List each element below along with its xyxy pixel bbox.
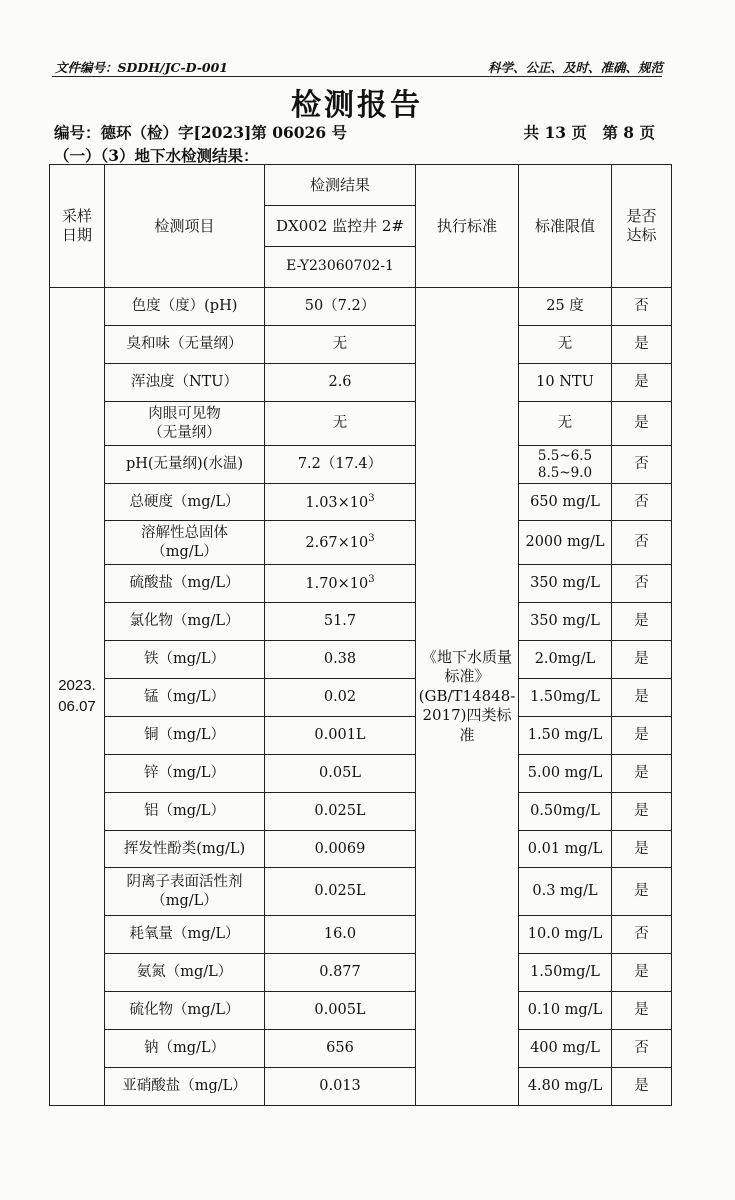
- test-value: 0.02: [265, 679, 416, 717]
- test-value: 0.38: [265, 641, 416, 679]
- table-row: [50, 992, 672, 1030]
- test-item: 硫酸盐（mg/L）: [105, 565, 265, 603]
- compliance-status: 否: [612, 288, 672, 326]
- table-row: [50, 603, 672, 641]
- test-item: 挥发性酚类(mg/L): [105, 831, 265, 868]
- header-limit: 标准限值: [519, 165, 612, 288]
- header-standard: 执行标准: [416, 165, 519, 288]
- standard-limit: 5.00 mg/L: [519, 755, 612, 793]
- test-item: 亚硝酸盐（mg/L）: [105, 1068, 265, 1106]
- compliance-status: 否: [612, 521, 672, 565]
- header-result: 检测结果: [265, 165, 416, 206]
- test-item: 铝（mg/L）: [105, 793, 265, 831]
- test-value: 2.6: [265, 364, 416, 402]
- test-value: 7.2（17.4）: [265, 446, 416, 484]
- test-value: 0.877: [265, 954, 416, 992]
- header-date-label: 采样日期: [61, 207, 92, 244]
- table-row: [50, 679, 672, 717]
- table-row: [50, 326, 672, 364]
- test-item: 浑浊度（NTU）: [105, 364, 265, 402]
- table-row: [50, 565, 672, 603]
- table-row: [50, 954, 672, 992]
- table-row: [50, 1068, 672, 1106]
- compliance-status: 是: [612, 793, 672, 831]
- compliance-status: 否: [612, 446, 672, 484]
- standard-limit: 2.0mg/L: [519, 641, 612, 679]
- table-row: [50, 288, 672, 326]
- test-value: 16.0: [265, 916, 416, 954]
- standard-limit: 无: [519, 402, 612, 446]
- test-value: $2.67\times 10^3$: [265, 521, 416, 565]
- standard-limit: 350 mg/L: [519, 565, 612, 603]
- header-date: [50, 165, 105, 288]
- test-item: 臭和味（无量纲）: [105, 326, 265, 364]
- test-value: $1.03\times 10^3$: [265, 484, 416, 521]
- test-value: 0.001L: [265, 717, 416, 755]
- compliance-status: 是: [612, 679, 672, 717]
- standard-limit: 10 NTU: [519, 364, 612, 402]
- test-item: 氨氮（mg/L）: [105, 954, 265, 992]
- test-item: 阴离子表面活性剂 （mg/L）: [105, 868, 265, 916]
- standard-limit: 1.50mg/L: [519, 954, 612, 992]
- test-item: 钠（mg/L）: [105, 1030, 265, 1068]
- compliance-status: 是: [612, 641, 672, 679]
- test-item: 硫化物（mg/L）: [105, 992, 265, 1030]
- standard-limit: 25 度: [519, 288, 612, 326]
- table-row: [50, 521, 672, 565]
- table-row: [50, 402, 672, 446]
- test-value: 50（7.2）: [265, 288, 416, 326]
- test-value: 0.005L: [265, 992, 416, 1030]
- table-row: [50, 868, 672, 916]
- table-row: [50, 364, 672, 402]
- compliance-status: 是: [612, 992, 672, 1030]
- compliance-status: 否: [612, 484, 672, 521]
- table-row: [50, 484, 672, 521]
- header-sample-id: E-Y23060702-1: [265, 247, 416, 288]
- compliance-status: 是: [612, 1068, 672, 1106]
- standard-limit: 2000 mg/L: [519, 521, 612, 565]
- test-value: 656: [265, 1030, 416, 1068]
- test-value: 0.0069: [265, 831, 416, 868]
- standard-limit: 1.50mg/L: [519, 679, 612, 717]
- test-value: 0.025L: [265, 793, 416, 831]
- standard-limit: 无: [519, 326, 612, 364]
- test-item: 溶解性总固体 （mg/L）: [105, 521, 265, 565]
- test-item: 氯化物（mg/L）: [105, 603, 265, 641]
- standard-limit: 350 mg/L: [519, 603, 612, 641]
- table-row: [50, 446, 672, 484]
- page-info: 共 13 页 第 8 页: [523, 123, 655, 142]
- exponent: 3: [368, 574, 375, 586]
- compliance-status: 是: [612, 402, 672, 446]
- page-title: 检测报告: [291, 88, 423, 123]
- test-item: pH(无量纲)(水温): [105, 446, 265, 484]
- standard-limit: 10.0 mg/L: [519, 916, 612, 954]
- sampling-date: 2023. 06.07: [50, 288, 105, 1106]
- standard-limit: 1.50 mg/L: [519, 717, 612, 755]
- test-value: 0.05L: [265, 755, 416, 793]
- test-item: 总硬度（mg/L）: [105, 484, 265, 521]
- test-value: 0.013: [265, 1068, 416, 1106]
- header-divider: [52, 76, 662, 77]
- table-row: [50, 1030, 672, 1068]
- compliance-status: 是: [612, 954, 672, 992]
- header-site: DX002 监控井 2#: [265, 206, 416, 247]
- test-item: 铁（mg/L）: [105, 641, 265, 679]
- exponent: 3: [368, 492, 375, 504]
- standard-limit: 0.50mg/L: [519, 793, 612, 831]
- test-value: $1.70\times 10^3$: [265, 565, 416, 603]
- test-item: 色度（度）(pH): [105, 288, 265, 326]
- standard-limit: 4.80 mg/L: [519, 1068, 612, 1106]
- standard-limit: 0.10 mg/L: [519, 992, 612, 1030]
- compliance-status: 是: [612, 755, 672, 793]
- compliance-status: 否: [612, 1030, 672, 1068]
- table-row: [50, 755, 672, 793]
- test-value: 51.7: [265, 603, 416, 641]
- table-row: [50, 717, 672, 755]
- header-motto: 科学、公正、及时、准确、规范: [487, 60, 663, 75]
- compliance-status: 是: [612, 603, 672, 641]
- test-item: 铜（mg/L）: [105, 717, 265, 755]
- report-number: 编号：德环（检）字[2023]第 06026 号: [54, 123, 348, 142]
- test-item: 锰（mg/L）: [105, 679, 265, 717]
- compliance-status: 是: [612, 326, 672, 364]
- standard-limit: 5.5~6.5 8.5~9.0: [519, 446, 612, 484]
- table-row: [50, 916, 672, 954]
- compliance-status: 否: [612, 565, 672, 603]
- standard-limit: 0.3 mg/L: [519, 868, 612, 916]
- compliance-status: 是: [612, 364, 672, 402]
- table-row: [50, 831, 672, 868]
- header-item: 检测项目: [105, 165, 265, 288]
- test-value: 0.025L: [265, 868, 416, 916]
- table-row: [50, 793, 672, 831]
- standard-limit: 400 mg/L: [519, 1030, 612, 1068]
- section-heading: （一）（3）地下水检测结果：: [54, 146, 259, 165]
- standard-limit: 0.01 mg/L: [519, 831, 612, 868]
- test-item: 肉眼可见物 （无量纲）: [105, 402, 265, 446]
- compliance-status: 是: [612, 717, 672, 755]
- exponent: 3: [368, 533, 375, 545]
- document-number: 文件编号：SDDH/JC-D-001: [55, 60, 228, 75]
- results-table: [49, 164, 672, 1106]
- test-value: 无: [265, 326, 416, 364]
- test-value: 无: [265, 402, 416, 446]
- compliance-status: 是: [612, 831, 672, 868]
- test-item: 锌（mg/L）: [105, 755, 265, 793]
- compliance-status: 是: [612, 868, 672, 916]
- table-row: [50, 641, 672, 679]
- standard-reference: 《地下水质量标准》(GB/T14848-2017)四类标准: [416, 288, 519, 1106]
- standard-limit: 650 mg/L: [519, 484, 612, 521]
- header-compliant-label: 是否达标: [626, 207, 657, 244]
- header-compliant: [612, 165, 672, 288]
- test-item: 耗氧量（mg/L）: [105, 916, 265, 954]
- compliance-status: 否: [612, 916, 672, 954]
